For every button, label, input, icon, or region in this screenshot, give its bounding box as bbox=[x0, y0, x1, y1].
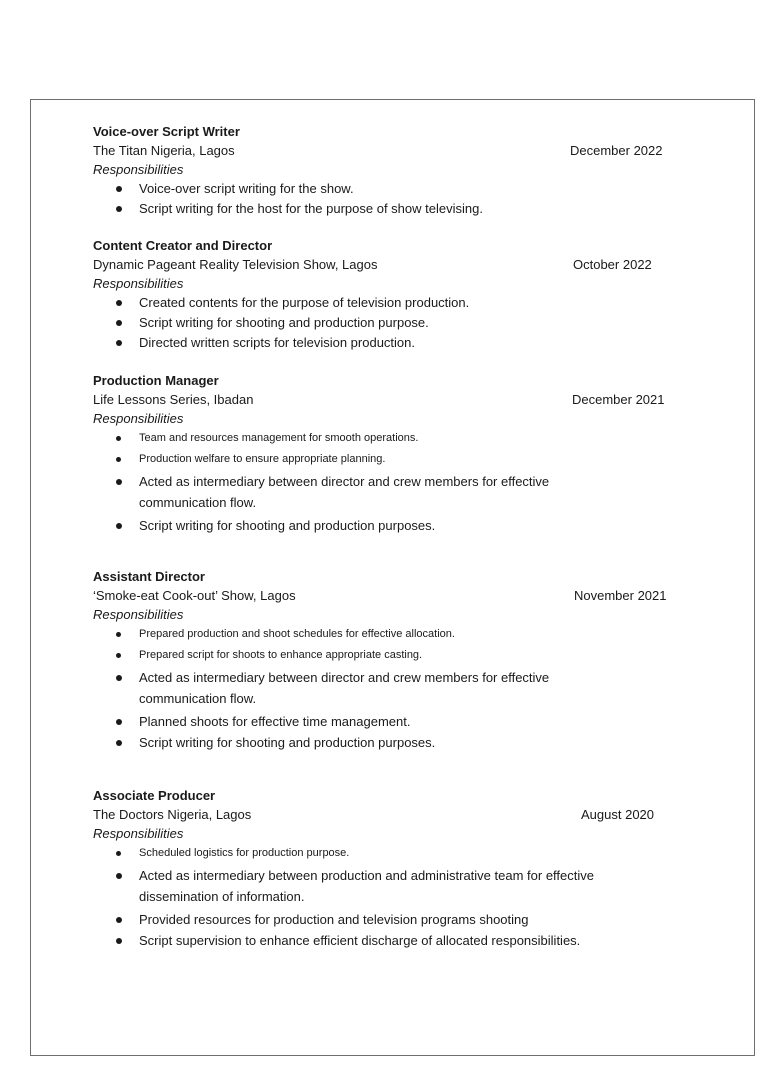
job-title: Production Manager bbox=[93, 373, 219, 388]
bullet-icon bbox=[116, 851, 121, 856]
list-item-text: Planned shoots for effective time management. bbox=[139, 714, 411, 729]
bullet-icon bbox=[116, 632, 121, 637]
job-entry-assistant-director bbox=[93, 567, 703, 753]
job-company: Dynamic Pageant Reality Television Show, Lagos bbox=[93, 257, 378, 272]
job-date: August 2020 bbox=[581, 807, 655, 822]
list-item bbox=[93, 199, 703, 219]
job-company: Life Lessons Series, Ibadan bbox=[93, 392, 254, 407]
job-entry-production-manager bbox=[93, 371, 703, 536]
responsibilities-list bbox=[93, 428, 703, 536]
list-item-text: Script supervision to enhance efficient discharge of allocated responsibilities. bbox=[139, 933, 581, 948]
job-date: December 2021 bbox=[572, 392, 665, 407]
list-item bbox=[93, 733, 703, 753]
bullet-icon bbox=[116, 340, 122, 346]
bullet-icon bbox=[116, 740, 122, 746]
job-company: The Doctors Nigeria, Lagos bbox=[93, 807, 252, 822]
list-item bbox=[93, 333, 703, 353]
list-item-text: Script writing for shooting and production purposes. bbox=[139, 518, 436, 533]
responsibilities-list bbox=[93, 843, 703, 951]
list-item-text: Script writing for shooting and production purpose. bbox=[139, 315, 429, 330]
bullet-icon bbox=[116, 917, 122, 923]
list-item bbox=[93, 931, 703, 951]
bullet-icon bbox=[116, 873, 122, 879]
job-company-line bbox=[93, 255, 703, 274]
job-date: December 2022 bbox=[570, 143, 663, 158]
list-item-text: Prepared script for shoots to enhance appropriate casting. bbox=[139, 649, 423, 661]
responsibilities-label: Responsibilities bbox=[93, 411, 184, 426]
bullet-icon bbox=[116, 479, 122, 485]
list-item-text: Acted as intermediary between director and crew members for effective communication flow. bbox=[139, 670, 550, 706]
list-item-text: Production welfare to ensure appropriate planning. bbox=[139, 453, 386, 465]
job-company-line bbox=[93, 586, 703, 605]
responsibilities-label: Responsibilities bbox=[93, 162, 184, 177]
job-entry-associate-producer bbox=[93, 786, 703, 951]
job-company-line bbox=[93, 805, 703, 824]
list-item bbox=[93, 516, 703, 536]
list-item-text: Created contents for the purpose of television production. bbox=[139, 295, 470, 310]
job-company: The Titan Nigeria, Lagos bbox=[93, 143, 235, 158]
list-item bbox=[93, 313, 703, 333]
list-item-text: Acted as intermediary between director and crew members for effective communication flow. bbox=[139, 474, 550, 510]
list-item-text: Provided resources for production and television programs shooting bbox=[139, 912, 529, 927]
list-item bbox=[93, 428, 703, 449]
job-title: Content Creator and Director bbox=[93, 238, 273, 253]
list-item bbox=[93, 712, 703, 732]
responsibilities-label: Responsibilities bbox=[93, 276, 184, 291]
responsibilities-list bbox=[93, 624, 703, 753]
list-item bbox=[93, 843, 703, 864]
responsibilities-list bbox=[93, 179, 703, 219]
list-item bbox=[93, 470, 703, 515]
job-title: Associate Producer bbox=[93, 788, 216, 803]
bullet-icon bbox=[116, 719, 122, 725]
list-item bbox=[93, 179, 703, 199]
job-entry-voice-over-script-writer bbox=[93, 122, 703, 219]
list-item bbox=[93, 645, 703, 666]
list-item-text: Scheduled logistics for production purpose. bbox=[139, 847, 350, 859]
list-item-text: Prepared production and shoot schedules for effective allocation. bbox=[139, 628, 455, 640]
list-item-text: Team and resources management for smooth operations. bbox=[139, 432, 419, 444]
bullet-icon bbox=[116, 938, 122, 944]
list-item-text: Script writing for shooting and production purposes. bbox=[139, 735, 436, 750]
bullet-icon bbox=[116, 457, 121, 462]
bullet-icon bbox=[116, 523, 122, 529]
job-company: ‘Smoke-eat Cook-out’ Show, Lagos bbox=[93, 588, 296, 603]
bullet-icon bbox=[116, 206, 122, 212]
job-title: Assistant Director bbox=[93, 569, 205, 584]
list-item bbox=[93, 624, 703, 645]
job-date: October 2022 bbox=[573, 257, 652, 272]
list-item bbox=[93, 666, 703, 711]
job-company-line bbox=[93, 390, 703, 409]
bullet-icon bbox=[116, 186, 122, 192]
responsibilities-label: Responsibilities bbox=[93, 607, 184, 622]
list-item bbox=[93, 293, 703, 313]
bullet-icon bbox=[116, 320, 122, 326]
job-date: November 2021 bbox=[574, 588, 667, 603]
list-item bbox=[93, 864, 703, 909]
responsibilities-list bbox=[93, 293, 703, 353]
responsibilities-label: Responsibilities bbox=[93, 826, 184, 841]
job-entry-content-creator-and-director bbox=[93, 236, 703, 353]
list-item-text: Directed written scripts for television production. bbox=[139, 335, 416, 350]
list-item bbox=[93, 449, 703, 470]
bullet-icon bbox=[116, 675, 122, 681]
list-item-text: Acted as intermediary between production and administrative team for effective dissemination of information. bbox=[139, 868, 594, 904]
list-item bbox=[93, 910, 703, 930]
list-item-text: Voice-over script writing for the show. bbox=[139, 181, 354, 196]
bullet-icon bbox=[116, 300, 122, 306]
bullet-icon bbox=[116, 653, 121, 658]
job-title: Voice-over Script Writer bbox=[93, 124, 240, 139]
list-item-text: Script writing for the host for the purpose of show televising. bbox=[139, 201, 483, 216]
job-company-line bbox=[93, 141, 703, 160]
bullet-icon bbox=[116, 436, 121, 441]
